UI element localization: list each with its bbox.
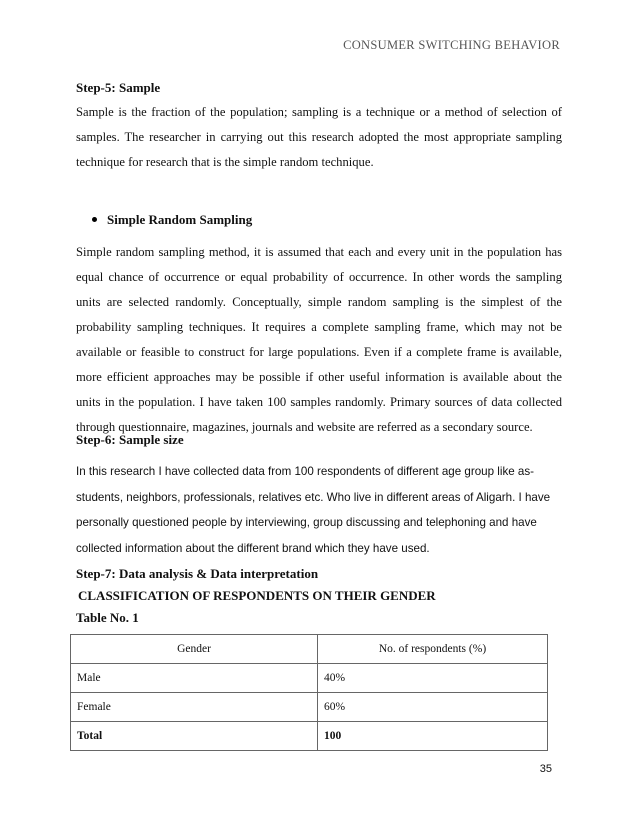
table-cell-percent: 40%	[318, 664, 548, 693]
table-label: Table No. 1	[76, 610, 139, 625]
table-row	[71, 664, 548, 693]
table-cell-percent: 60%	[318, 693, 548, 722]
running-header: CONSUMER SWITCHING BEHAVIOR	[343, 38, 560, 52]
random-sampling-paragraph-text: Simple random sampling method, it is assumed that each and every unit in the population has equal chance of occurrence or equal probability of occurrence. In other words the sampling units are selected randomly. Conceptually, simple random sampling is the simplest of the probability sampling techniques. It requires a complete sampling frame, which may not be available or feasible to construct for large populations. Even if a complete frame is available, more efficient approaches may be possible if other useful information is available about the units in the population. I have taken 100 samples randomly. Primary sources of data collected through questionnaire, magazines, journals and website are referred as a secondary source.	[76, 245, 562, 434]
table-total-value: 100	[318, 722, 548, 751]
table-row	[71, 693, 548, 722]
step6-paragraph-text: In this research I have collected data from 100 respondents of different age group like as- students, neighbors, professionals, relatives etc. Who live in different areas of Aligarh. I have personally questioned people by interviewing, group discussing and telephoning and have collected information about the different brand which they have used.	[76, 465, 551, 555]
classification-heading: CLASSIFICATION OF RESPONDENTS ON THEIR GENDER	[78, 588, 436, 603]
table-header-gender: Gender	[71, 635, 318, 664]
step6-heading: Step-6: Sample size	[76, 432, 184, 447]
bullet-dot-icon	[92, 217, 97, 222]
table-cell-gender: Male	[71, 664, 318, 693]
table-total-row	[71, 722, 548, 751]
table-cell-gender: Female	[71, 693, 318, 722]
step7-heading: Step-7: Data analysis & Data interpretation	[76, 566, 319, 581]
page-number: 35	[539, 763, 552, 775]
step5-paragraph-text: Sample is the fraction of the population; sampling is a technique or a method of selection of samples. The researcher in carrying out this research adopted the most appropriate sampling technique for research that is the simple random technique.	[76, 105, 562, 169]
step5-heading: Step-5: Sample	[76, 80, 161, 95]
step6-paragraph	[76, 459, 562, 561]
step5-paragraph	[76, 100, 562, 175]
table-header-row	[71, 635, 548, 664]
gender-table	[70, 634, 548, 751]
table-total-label: Total	[71, 722, 318, 751]
bullet-item	[92, 212, 252, 228]
bullet-label: Simple Random Sampling	[107, 212, 253, 227]
random-sampling-paragraph	[76, 240, 562, 440]
table-header-respondents: No. of respondents (%)	[318, 635, 548, 664]
